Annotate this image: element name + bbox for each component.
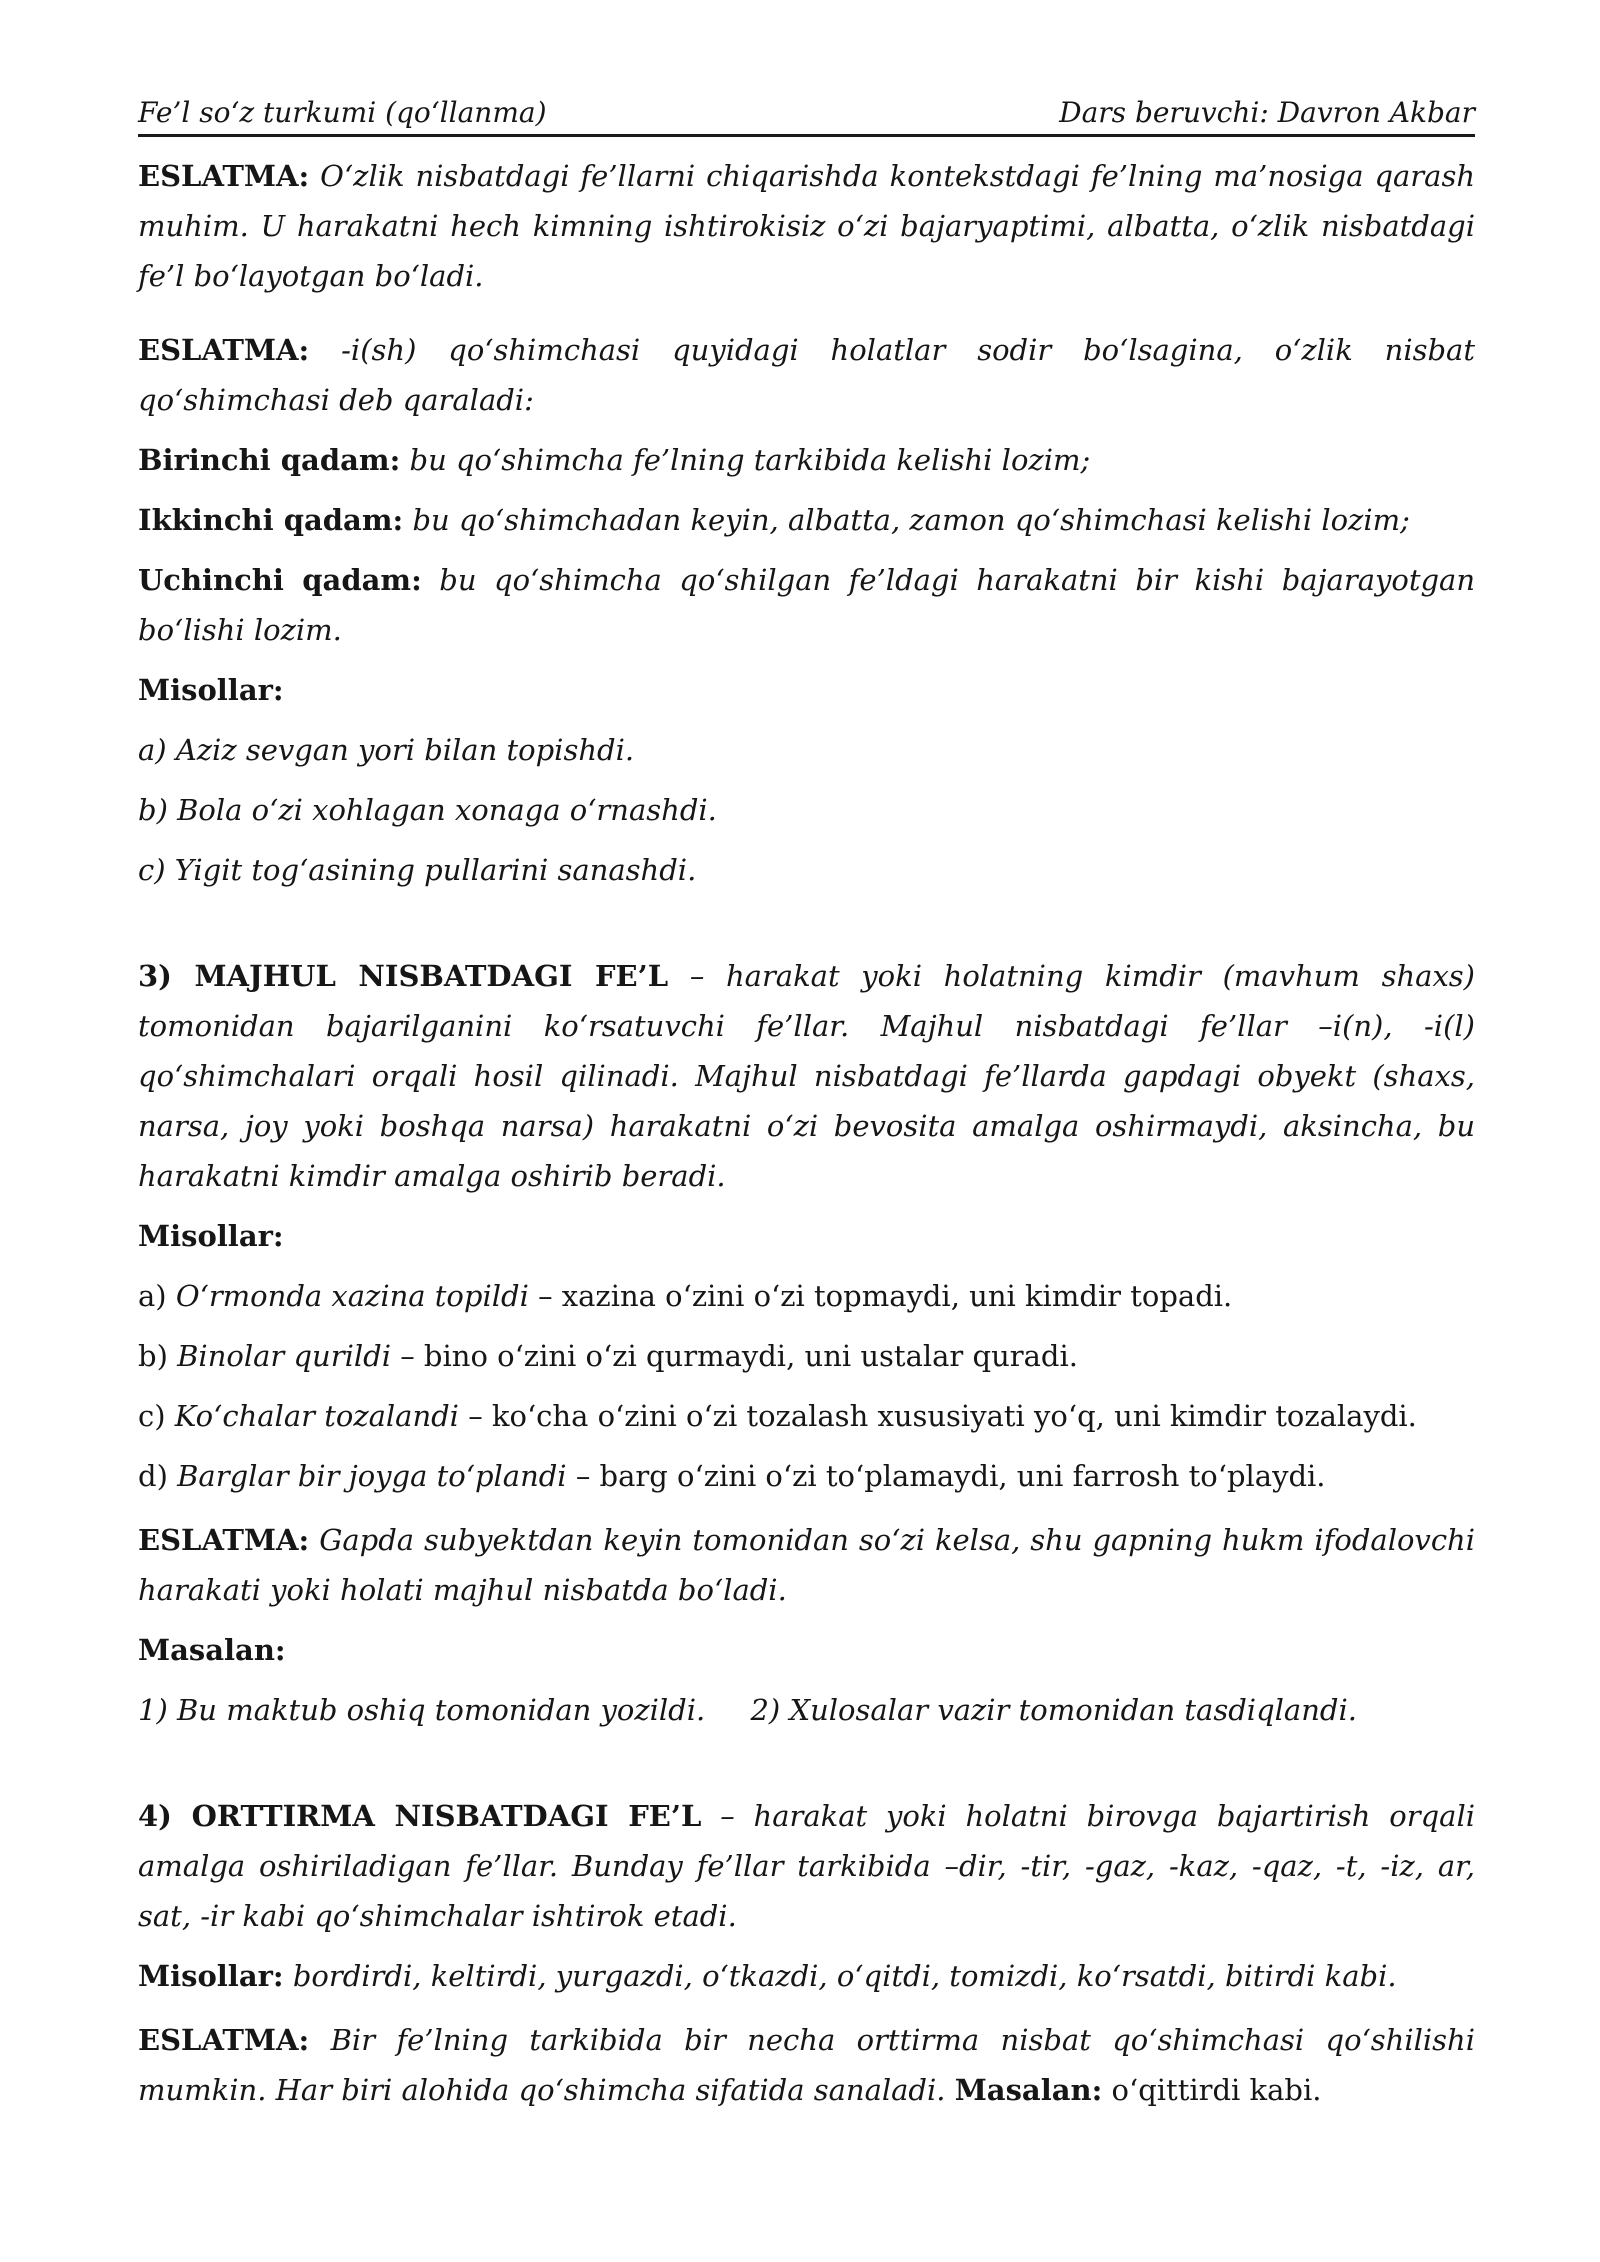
section-text: – harakat yoki holatning kimdir (mavhum shaxs) tomonidan bajarilganini ko‘rsatuvchi fe’llar. Majhul nisbatdagi fe’llar –i(n), -i(l) qo‘shimchalari orqali hosil qilinadi. Majhul nisbatdagi fe’llarda gapdagi obyekt (shaxs, narsa, joy yoki boshqa narsa) harakatni o‘zi bevosita amalga oshirmaydi, aksincha, bu harakatni kimdir amalga oshirib beradi. (138, 959, 1475, 1193)
example-row (138, 1685, 1475, 1735)
example-label: Masalan: (954, 2073, 1103, 2107)
header-author: Dars beruvchi: Davron Akbar (1059, 96, 1475, 129)
example-item: 1) Bu maktub oshiq tomonidan yozildi. (138, 1693, 706, 1727)
example-explanation: – barg o‘zini o‘zi to‘plamaydi, uni farrosh to‘playdi. (575, 1459, 1326, 1493)
step-text: bu qo‘shimcha fe’lning tarkibida kelishi lozim; (409, 443, 1091, 477)
example-phrase: Barglar bir joyga to‘plandi (177, 1459, 567, 1493)
example-phrase: Ko‘chalar tozalandi (174, 1399, 459, 1433)
example-item (138, 1271, 1475, 1321)
step-item (138, 555, 1475, 655)
example-phrase: Binolar qurildi (177, 1339, 391, 1373)
step-item (138, 495, 1475, 545)
step-text: bu qo‘shimchadan keyin, albatta, zamon qo‘shimchasi kelishi lozim; (412, 503, 1410, 537)
examples-heading: Misollar: (138, 673, 284, 707)
note-label: ESLATMA: (138, 1523, 310, 1557)
step-label: Birinchi qadam: (138, 443, 401, 477)
examples-heading: Misollar: (138, 1219, 284, 1253)
note-paragraph (138, 151, 1475, 301)
examples-label: Misollar: (138, 1959, 284, 1993)
examples-heading: Masalan: (138, 1633, 286, 1667)
example-item (138, 1331, 1475, 1381)
note-text: Gapda subyektdan keyin tomonidan so‘zi kelsa, shu gapning hukm ifodalovchi harakati yoki holati majhul nisbatda bo‘ladi. (138, 1523, 1476, 1607)
note-text: Bir fe’lning tarkibida bir necha orttirma nisbat qo‘shimchasi qo‘shilishi mumkin. Har biri alohida qo‘shimcha sifatida sanaladi. (138, 2023, 1476, 2107)
note-label: ESLATMA: (138, 333, 310, 367)
example-phrase: O‘rmonda xazina topildi (175, 1279, 529, 1313)
example-item: a) Aziz sevgan yori bilan topishdi. (138, 733, 635, 767)
note-text: O‘zlik nisbatdagi fe’llarni chiqarishda kontekstdagi fe’lning ma’nosiga qarash muhim. U harakatni hech kimning ishtirokisiz o‘zi bajaryaptimi, albatta, o‘zlik nisbatdagi fe’l bo‘layotgan bo‘ladi. (138, 159, 1476, 293)
example-item: b) Bola o‘zi xohlagan xonaga o‘rnashdi. (138, 793, 717, 827)
step-label: Uchinchi qadam: (138, 563, 422, 597)
example-marker: b) (138, 1339, 168, 1373)
note-paragraph (138, 1515, 1475, 1615)
example-item (138, 1391, 1475, 1441)
example-text: o‘qittirdi kabi. (1111, 2073, 1322, 2107)
section-paragraph (138, 951, 1475, 1201)
note-text: -i(sh) qo‘shimchasi quyidagi holatlar sodir bo‘lsagina, o‘zlik nisbat qo‘shimchasi deb qaraladi: (138, 333, 1475, 417)
document-page (138, 96, 1475, 2115)
section-title: 4) ORTTIRMA NISBATDAGI FE’L (138, 1799, 702, 1833)
section-title: 3) MAJHUL NISBATDAGI FE’L (138, 959, 669, 993)
note-paragraph (138, 325, 1475, 425)
example-item: 2) Xulosalar vazir tomonidan tasdiqlandi. (750, 1693, 1357, 1727)
step-label: Ikkinchi qadam: (138, 503, 404, 537)
example-marker: c) (138, 1399, 166, 1433)
example-explanation: – bino o‘zini o‘zi qurmaydi, uni ustalar quradi. (400, 1339, 1078, 1373)
step-text: bu qo‘shimcha qo‘shilgan fe’ldagi harakatni bir kishi bajarayotgan bo‘lishi lozim. (138, 563, 1476, 647)
examples-paragraph (138, 1951, 1475, 2001)
examples-text: bordirdi, keltirdi, yurgazdi, o‘tkazdi, o‘qitdi, tomizdi, ko‘rsatdi, bitirdi kabi. (292, 1959, 1397, 1993)
section-text: – harakat yoki holatni birovga bajartirish orqali amalga oshiriladigan fe’llar. Bunday fe’llar tarkibida –dir, -tir, -gaz, -kaz, -qaz, -t, -iz, ar, sat, -ir kabi qo‘shimchalar ishtirok etadi. (138, 1799, 1475, 1933)
example-marker: a) (138, 1279, 167, 1313)
section-paragraph (138, 1791, 1475, 1941)
example-explanation: – ko‘cha o‘zini o‘zi tozalash xususiyati yo‘q, uni kimdir tozalaydi. (468, 1399, 1417, 1433)
page-header (138, 96, 1475, 137)
note-paragraph (138, 2015, 1475, 2115)
example-item (138, 1451, 1475, 1501)
step-item (138, 435, 1475, 485)
note-label: ESLATMA: (138, 159, 310, 193)
example-item: c) Yigit tog‘asining pullarini sanashdi. (138, 853, 697, 887)
example-marker: d) (138, 1459, 168, 1493)
example-explanation: – xazina o‘zini o‘zi topmaydi, uni kimdir topadi. (538, 1279, 1233, 1313)
note-label: ESLATMA: (138, 2023, 310, 2057)
header-title: Fe’l so‘z turkumi (qo‘llanma) (138, 96, 547, 129)
